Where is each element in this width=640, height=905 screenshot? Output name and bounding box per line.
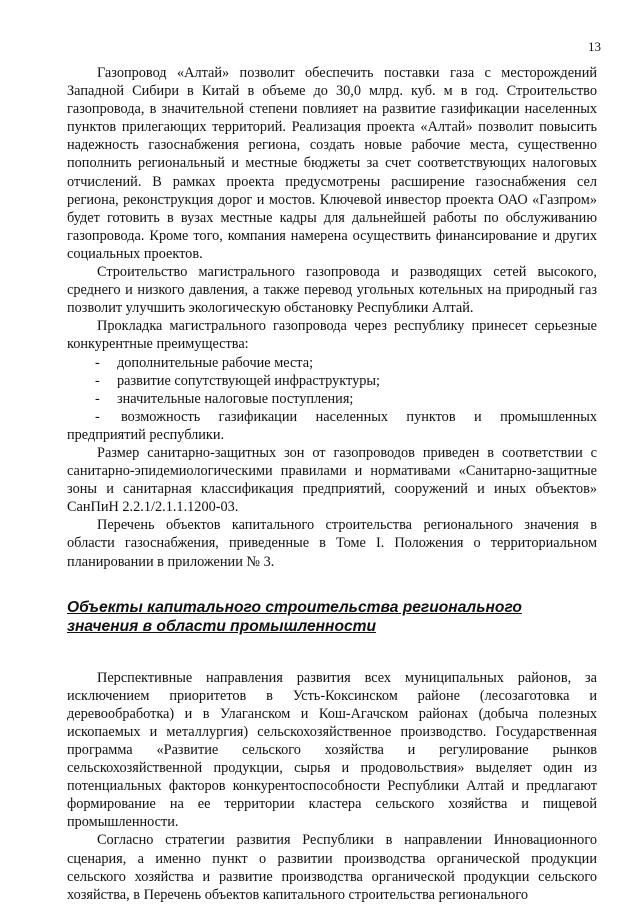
list-item: [67, 408, 597, 444]
section-heading: [67, 598, 597, 636]
paragraph-altai-pipeline: Газопровод «Алтай» позволит обеспечить поставки газа с месторождений Западной Сибири в Китай в объеме до 30,0 млрд. куб. м в год. Строительство газопровода, в значительной степени повлияет на развитие газификации населенных пунктов прилегающих территорий. Реализация проекта «Алтай» позволит повысить надежность газоснабжения региона, создать новые рабочие места, существенно пополнить региональный и местные бюджеты за счет соответствующих налоговых отчислений. В рамках проекта предусмотрены расширение газоснабжения сел региона, реконструкция дорог и мостов. Ключевой инвестор проекта ОАО «Газпром» будет готовить в вузах местные кадры для дальнейшей работы по обслуживанию газопровода. Кроме того, компания намерена осуществить финансирование и других социальных проектов.: [67, 65, 597, 262]
list-item: [67, 354, 597, 372]
list-marker: -: [95, 372, 100, 389]
list-marker: -: [95, 354, 100, 371]
list-marker: -: [95, 390, 100, 407]
page-number: 13: [588, 39, 601, 54]
list-marker: -: [95, 408, 100, 425]
list-item: [67, 372, 597, 390]
list-item-text: значительные налоговые поступления;: [117, 390, 354, 407]
paragraph-sanitary-zones: Размер санитарно-защитных зон от газопроводов приведен в соответствии с санитарно-эпидемиологическими правилами и нормативами «Санитарно-защитные зоны и санитарная классификация предприятий, сооружений и иных объектов» СанПиН 2.2.1/2.1.1.1200-03.: [67, 444, 597, 516]
list-item-text: развитие сопутствующей инфраструктуры;: [117, 372, 380, 389]
page-body: [67, 64, 597, 904]
section-heading-text: Объекты капитального строительства регионального значения в области промышленности: [67, 598, 522, 635]
paragraph-gas-networks: Строительство магистрального газопровода и разводящих сетей высокого, среднего и низкого давления, а также перевод угольных котельных на природный газ позволит улучшить экологическую обстановку Республики Алтай.: [67, 264, 597, 317]
paragraph-innovation-strategy: Согласно стратегии развития Республики в направлении Инновационного сценария, а именно пункт о развитии производства органической продукции сельского хозяйства и развитие производства органической продукции сельского хозяйства, в Перечень объектов капитального строительства регионального: [67, 832, 597, 903]
list-item-text: возможность газификации населенных пунктов и промышленных предприятий республики.: [67, 408, 597, 443]
paragraph-gas-objects-list: Перечень объектов капитального строительства регионального значения в области газоснабжения, приведенные в Томе I. Положения о территориальном планировании в приложении № 3.: [67, 517, 597, 570]
paragraph-municipal-directions: Перспективные направления развития всех муниципальных районов, за исключением приоритетов в Усть-Коксинском районе (лесозаготовка и деревообработка) и в Улаганском и Кош-Агачском районах (добыча полезных ископаемых и металлургия) сельскохозяйственное производство. Государственная программа «Развитие сельского хозяйства и регулирование рынков сельскохозяйственной продукции, сырья и продовольствия» выделяет один из потенциальных факторов конкурентоспособности Республики Алтай и предлагают формирование на ее территории кластера сельского хозяйства и пищевой промышленности.: [67, 669, 597, 831]
list-item: [67, 390, 597, 408]
list-item-text: дополнительные рабочие места;: [117, 354, 314, 371]
paragraph-advantages-intro: Прокладка магистрального газопровода через республику принесет серьезные конкурентные преимущества:: [67, 318, 597, 353]
advantages-list: [67, 354, 597, 444]
